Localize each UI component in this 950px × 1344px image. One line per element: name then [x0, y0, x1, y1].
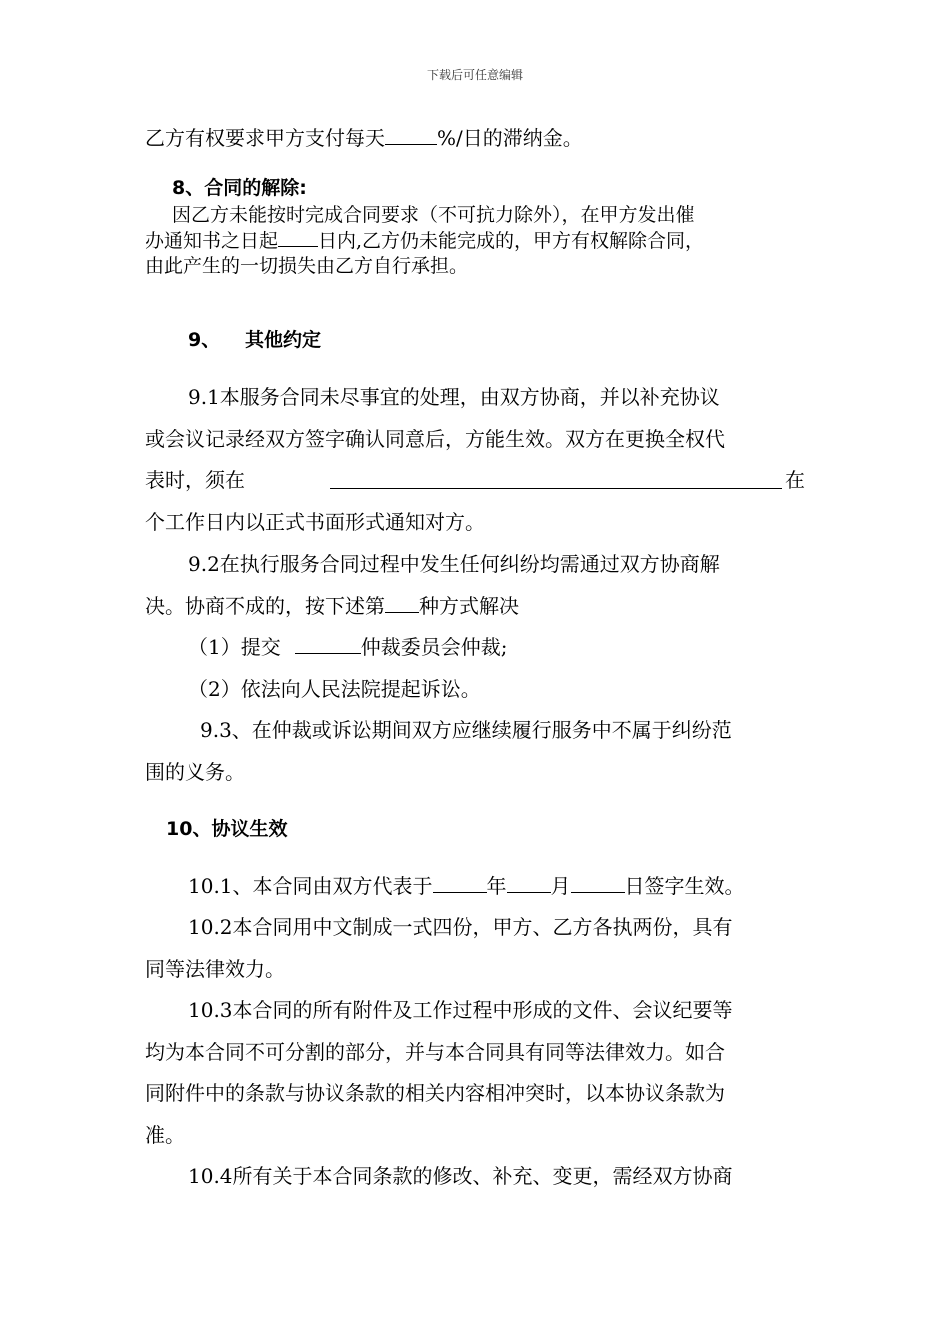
day-blank — [571, 874, 625, 893]
clause-9-2-line-2-pre: 决。协商不成的，按下述第 — [145, 594, 385, 618]
clause-10-3-line-1: 10.3本合同的所有附件及工作过程中形成的文件、会议纪要等 — [188, 998, 733, 1022]
section-8-line-2-pre: 办通知书之日起 — [145, 230, 279, 252]
clause-9-1-line-2: 或会议记录经双方签字确认同意后，方能生效。双方在更换全权代 — [145, 427, 725, 451]
clause-10-2-line-1: 10.2本合同用中文制成一式四份，甲方、乙方各执两份，具有 — [188, 915, 733, 939]
section-10-title: 10、协议生效 — [166, 818, 288, 840]
clause-9-2-line-1: 9.2在执行服务合同过程中发生任何纠纷均需通过双方协商解 — [188, 552, 720, 576]
clause-9-1-line-4: 个工作日内以正式书面形式通知对方。 — [145, 510, 485, 534]
year-blank — [433, 874, 487, 893]
section-8-title: 8、合同的解除: — [172, 177, 307, 199]
penalty-text-post: %/日的滞纳金。 — [437, 126, 583, 150]
clause-9-2-line-2 — [145, 594, 519, 618]
clause-10-1 — [188, 874, 745, 898]
clause-10-3-line-2: 均为本合同不可分割的部分，并与本合同具有同等法律效力。如合 — [145, 1040, 725, 1064]
clause-10-3-line-3: 同附件中的条款与协议条款的相关内容相冲突时，以本协议条款为 — [145, 1081, 725, 1105]
option-2-litigation: （2）依法向人民法院提起诉讼。 — [188, 677, 481, 701]
penalty-rate-blank — [385, 126, 437, 145]
section-9-title: 其他约定 — [245, 329, 322, 351]
penalty-line — [145, 126, 583, 150]
clause-10-3-line-4: 准。 — [145, 1123, 185, 1147]
clause-9-2-line-2-post: 种方式解决 — [419, 594, 519, 618]
clause-9-3-line-2: 围的义务。 — [145, 760, 245, 784]
termination-days-blank — [278, 228, 318, 247]
resolution-method-blank — [385, 594, 419, 613]
clause-10-2-line-2: 同等法律效力。 — [145, 957, 285, 981]
clause-9-3-line-1: 9.3、在仲裁或诉讼期间双方应继续履行服务中不属于纠纷范 — [200, 718, 732, 742]
clause-9-1-line-1: 9.1本服务合同未尽事宜的处理，由双方协商，并以补充协议 — [188, 385, 720, 409]
clause-10-1-post: 日签字生效。 — [624, 874, 745, 898]
clause-9-1-line-3-post: 在 — [785, 468, 805, 492]
arbitration-commission-blank — [295, 635, 361, 654]
clause-10-4-line-1: 10.4所有关于本合同条款的修改、补充、变更，需经双方协商 — [188, 1164, 733, 1188]
section-8-line-2 — [145, 228, 704, 253]
page-header-note: 下载后可任意编辑 — [426, 68, 523, 82]
month-blank — [507, 874, 551, 893]
section-8-line-1: 因乙方未能按时完成合同要求（不可抗力除外），在甲方发出催 — [172, 204, 695, 226]
section-8-line-3: 由此产生的一切损失由乙方自行承担。 — [145, 255, 469, 277]
option-1-post: 仲裁委员会仲裁; — [360, 635, 508, 659]
option-1-pre: （1）提交 — [188, 635, 281, 659]
clause-10-1-pre: 10.1、本合同由双方代表于 — [188, 874, 433, 898]
option-1-arbitration — [188, 635, 507, 659]
section-8-line-2-post: 日内,乙方仍未能完成的，甲方有权解除合同， — [318, 230, 705, 252]
year-label: 年 — [486, 874, 507, 898]
clause-9-1-line-3-pre: 表时，须在 — [145, 468, 245, 492]
month-label: 月 — [550, 874, 571, 898]
penalty-text-pre: 乙方有权要求甲方支付每天 — [145, 126, 385, 150]
section-9-number: 9、 — [188, 329, 221, 351]
representative-change-blank — [330, 470, 782, 489]
